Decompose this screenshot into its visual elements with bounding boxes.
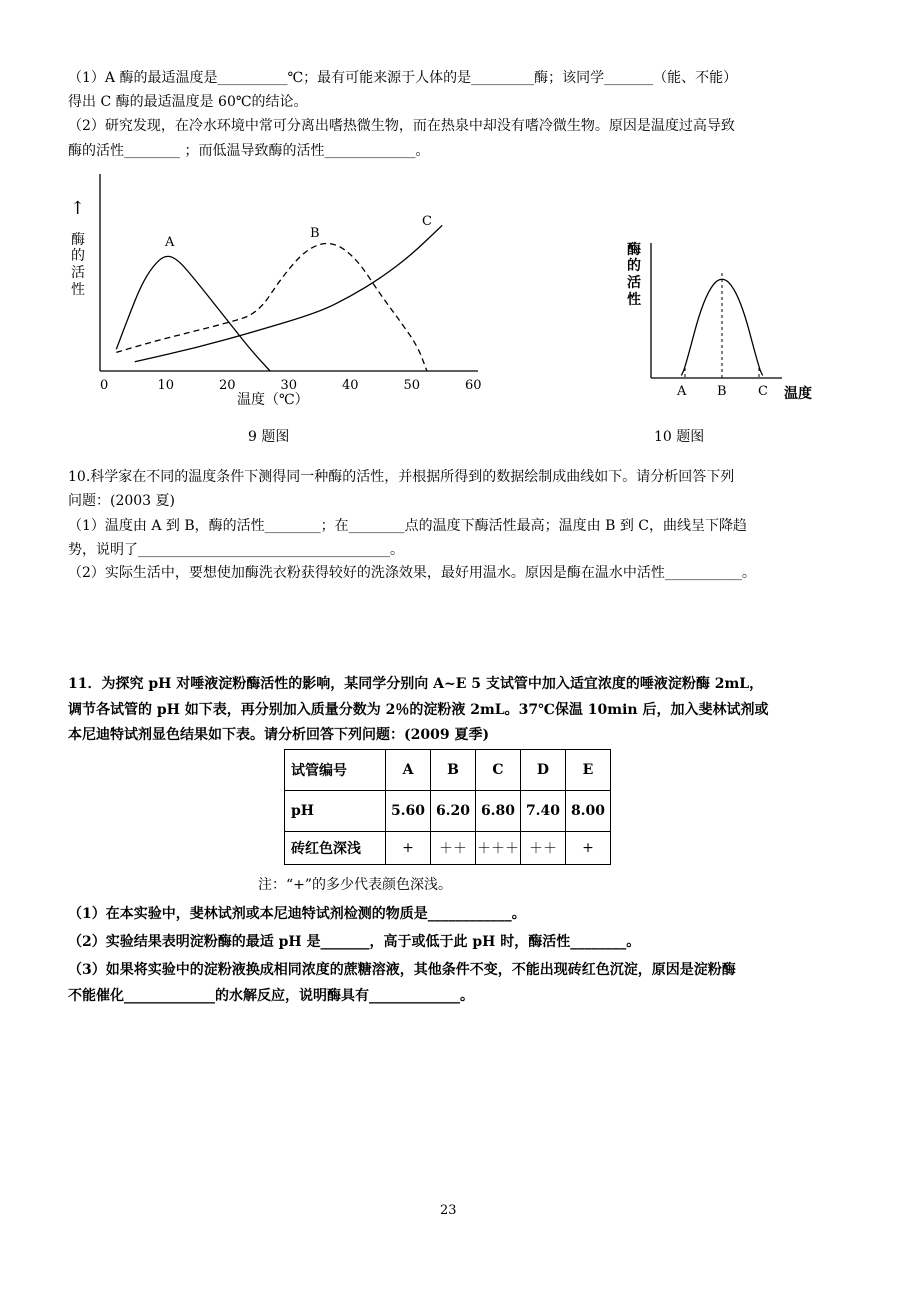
fig9-x-tick-label: 60 — [465, 378, 482, 393]
fig10-tick-a: A — [677, 384, 687, 399]
fig10-ylabel-2: 的 — [627, 258, 641, 274]
q9-line-1: （1）A 酶的最适温度是__________℃；最有可能来源于人体的是_________酶；该同学_______（能、不能） — [68, 70, 738, 86]
fig10-xlabel: 温度 — [784, 386, 812, 402]
fig9-curve-b — [116, 243, 427, 371]
ph-results-table — [284, 749, 611, 865]
q11-part-2: （2）实验结果表明淀粉酶的最适 pH 是_______，高于或低于此 pH 时，酶活性________。 — [68, 934, 641, 950]
fig9-ylabel-4: 性 — [71, 282, 85, 298]
fig10-ylabel-1: 酶 — [627, 242, 641, 258]
table-row — [285, 791, 611, 832]
q9-line-4: 酶的活性________ ；而低温导致酶的活性_____________。 — [68, 143, 430, 159]
fig9-label-c: C — [422, 214, 432, 229]
fig9-x-tick-label: 0 — [100, 378, 109, 393]
q9-line-2: 得出 C 酶的最适温度是 60℃的结论。 — [68, 94, 308, 110]
fig9-x-tick-label: 50 — [403, 378, 421, 393]
q11-line-2: 调节各试管的 pH 如下表，再分别加入质量分数为 2％的淀粉液 2mL。37℃保温 10min 后，加入斐林试剂或 — [68, 702, 769, 718]
table-cell: pH — [285, 791, 386, 832]
fig9-curve-c — [135, 225, 443, 361]
q11-part-3-line-1: （3）如果将实验中的淀粉液换成相同浓度的蔗糖溶液，其他条件不变，不能出现砖红色沉淀，原因是淀粉酶 — [68, 962, 736, 978]
fig9-x-tick-label: 40 — [342, 378, 359, 393]
q11-part-1-end: 。 — [511, 906, 526, 922]
table-cell: + — [566, 832, 611, 865]
q11-note: 注：“+”的多少代表颜色深浅。 — [258, 877, 453, 893]
table-cell: 6.80 — [476, 791, 521, 832]
fig10-tick-b: B — [717, 384, 727, 399]
fig9-xlabel: 温度（℃） — [237, 392, 309, 408]
q10-line-3: （1）温度由 A 到 B，酶的活性________；在________点的温度下酶活性最高；温度由 B 到 C，曲线呈下降趋 — [68, 518, 748, 534]
table-cell: 试管编号 — [285, 750, 386, 791]
fig9-ylabel-1: 酶 — [71, 232, 85, 248]
fig9-curve-a — [116, 256, 270, 371]
fig9-ylabel-3: 活 — [71, 265, 85, 281]
table-cell: E — [566, 750, 611, 791]
q10-line-2: 问题：(2003 夏) — [68, 493, 176, 509]
table-cell: B — [431, 750, 476, 791]
fig10-caption: 10 题图 — [654, 429, 705, 445]
q11-part-1 — [68, 904, 526, 924]
table-cell: ＋＋ — [431, 832, 476, 865]
q10-line-5: （2）实际生活中，要想使加酶洗衣粉获得较好的洗涤效果，最好用温水。原因是酶在温水中活性___________。 — [68, 565, 756, 581]
page-number: 23 — [440, 1203, 457, 1218]
q10-line-4: 势，说明了____________________________________。 — [68, 542, 404, 558]
table-cell: 砖红色深浅 — [285, 832, 386, 865]
fig9-label-b: B — [310, 226, 320, 241]
fig10-tick-c: C — [758, 384, 768, 399]
table-cell: ＋＋＋ — [476, 832, 521, 865]
table-cell: ＋＋ — [521, 832, 566, 865]
table-cell: 7.40 — [521, 791, 566, 832]
table-row — [285, 750, 611, 791]
q11-line-3: 本尼迪特试剂显色结果如下表。请分析回答下列问题：(2009 夏季) — [68, 727, 490, 743]
table-cell: A — [386, 750, 431, 791]
table-cell: 5.60 — [386, 791, 431, 832]
q9-line-3: （2）研究发现，在冷水环境中常可分离出嗜热微生物，而在热泉中却没有嗜冷微生物。原因是温度过高导致 — [68, 118, 735, 134]
q10-line-1: 10.科学家在不同的温度条件下测得同一种酶的活性，并根据所得到的数据绘制成曲线如下。请分析回答下列 — [68, 469, 735, 485]
q11-part-1-blank: ____________ — [427, 906, 512, 922]
fig9-x-tick-label: 10 — [157, 378, 175, 393]
table-row — [285, 832, 611, 865]
table-cell: C — [476, 750, 521, 791]
table-cell: 8.00 — [566, 791, 611, 832]
fig10-ylabel-4: 性 — [627, 292, 641, 308]
q11-line-1: 11．为探究 pH 对唾液淀粉酶活性的影响，某同学分别向 A~E 5 支试管中加入适宜浓度的唾液淀粉酶 2mL， — [68, 676, 764, 692]
fig9-arrow: ↑ — [70, 198, 86, 219]
fig9-x-tick-label: 20 — [219, 378, 236, 393]
table-cell: 6.20 — [431, 791, 476, 832]
fig9-x-tick-label: 30 — [280, 378, 298, 393]
q11-part-1-text: （1）在本实验中，斐林试剂或本尼迪特试剂检测的物质是 — [68, 906, 428, 922]
fig9-label-a: A — [165, 235, 175, 250]
fig9-ylabel-2: 的 — [71, 248, 85, 264]
fig9-caption: 9 题图 — [248, 429, 290, 445]
table-cell: D — [521, 750, 566, 791]
fig10-ylabel-3: 活 — [627, 275, 641, 291]
q11-part-3-line-2: 不能催化_____________的水解反应，说明酶具有_____________。 — [68, 988, 474, 1004]
table-cell: + — [386, 832, 431, 865]
figure-9 — [0, 0, 920, 460]
